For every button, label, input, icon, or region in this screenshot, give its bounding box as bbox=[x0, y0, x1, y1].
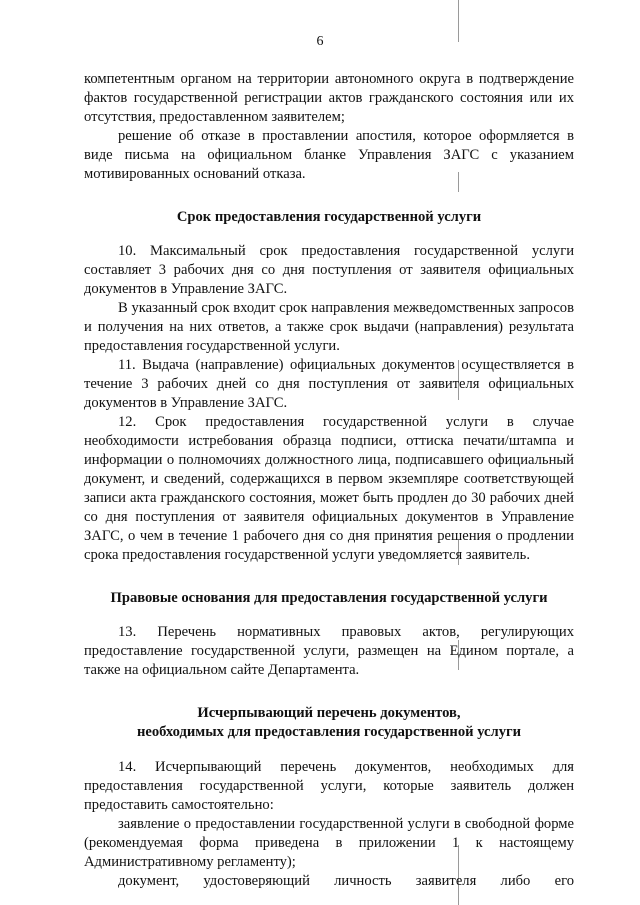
section-heading-term: Срок предоставления государственной услуги bbox=[176, 209, 482, 225]
paragraph-14-application: заявление о предоставлении государственной услуги в свободной форме (рекомендуемая форма приведена в приложении 1 к настоящему Административному регламенту); bbox=[84, 816, 574, 870]
section-heading-legal-basis: Правовые основания для предоставления государственной услуги bbox=[110, 590, 548, 606]
paragraph-2: решение об отказе в проставлении апостиля, которое оформляется в виде письма на официальном бланке Управления ЗАГС с указанием мотивированных оснований отказа. bbox=[84, 128, 574, 182]
document-body bbox=[84, 70, 574, 891]
word: либо bbox=[500, 873, 531, 889]
word: его bbox=[554, 873, 574, 889]
paragraph-14-identity-document bbox=[84, 872, 574, 891]
paragraph-13: 13. Перечень нормативных правовых актов, регулирующих предоставление государственной услуги, размещен на Едином портале, а также на официальном сайте Департамента. bbox=[84, 624, 574, 678]
section-heading-documents-line-2: необходимых для предоставления государственной услуги bbox=[136, 724, 522, 740]
paragraph-10-note: В указанный срок входит срок направления межведомственных запросов и получения на них ответов, а также срок выдачи (направления) результата предоставления государственной услуги. bbox=[84, 300, 574, 354]
section-heading-documents-line-1: Исчерпывающий перечень документов, bbox=[197, 705, 461, 721]
word: документ, bbox=[118, 873, 180, 889]
paragraph-10: 10. Максимальный срок предоставления государственной услуги составляет 3 рабочих дня со дня поступления от заявителя официальных документов в Управление ЗАГС. bbox=[84, 243, 574, 297]
word: удостоверяющий bbox=[203, 873, 310, 889]
paragraph-1: компетентным органом на территории автономного округа в подтверждение фактов государственной регистрации актов гражданского состояния или их отсутствия, предоставленном заявителем; bbox=[84, 71, 574, 125]
page-number: 6 bbox=[316, 34, 324, 49]
paragraph-11: 11. Выдача (направление) официальных документов осуществляется в течение 3 рабочих дней со дня поступления от заявителя официальных документов в Управление ЗАГС. bbox=[84, 357, 574, 411]
paragraph-14: 14. Исчерпывающий перечень документов, необходимых для предоставления государственной услуги, которые заявитель должен предоставить самостоятельно: bbox=[84, 759, 574, 813]
scan-artifact-line bbox=[458, 0, 459, 42]
word: заявителя bbox=[415, 873, 477, 889]
word: личность bbox=[334, 873, 392, 889]
paragraph-12: 12. Срок предоставления государственной услуги в случае необходимости истребования образца подписи, оттиска печати/штампа и информации о полномочиях должностного лица, подписавшего официальный документ, и сведений, содержащихся в первом экземпляре соответствующей записи акта гражданского состояния, может быть продлен до 30 рабочих дней со дня поступления от заявителя официальных документов в Управление ЗАГС, о чем в течение 1 рабочего дня со дня принятия решения о продлении срока предоставления государственной услуги уведомляется заявитель. bbox=[84, 414, 574, 563]
